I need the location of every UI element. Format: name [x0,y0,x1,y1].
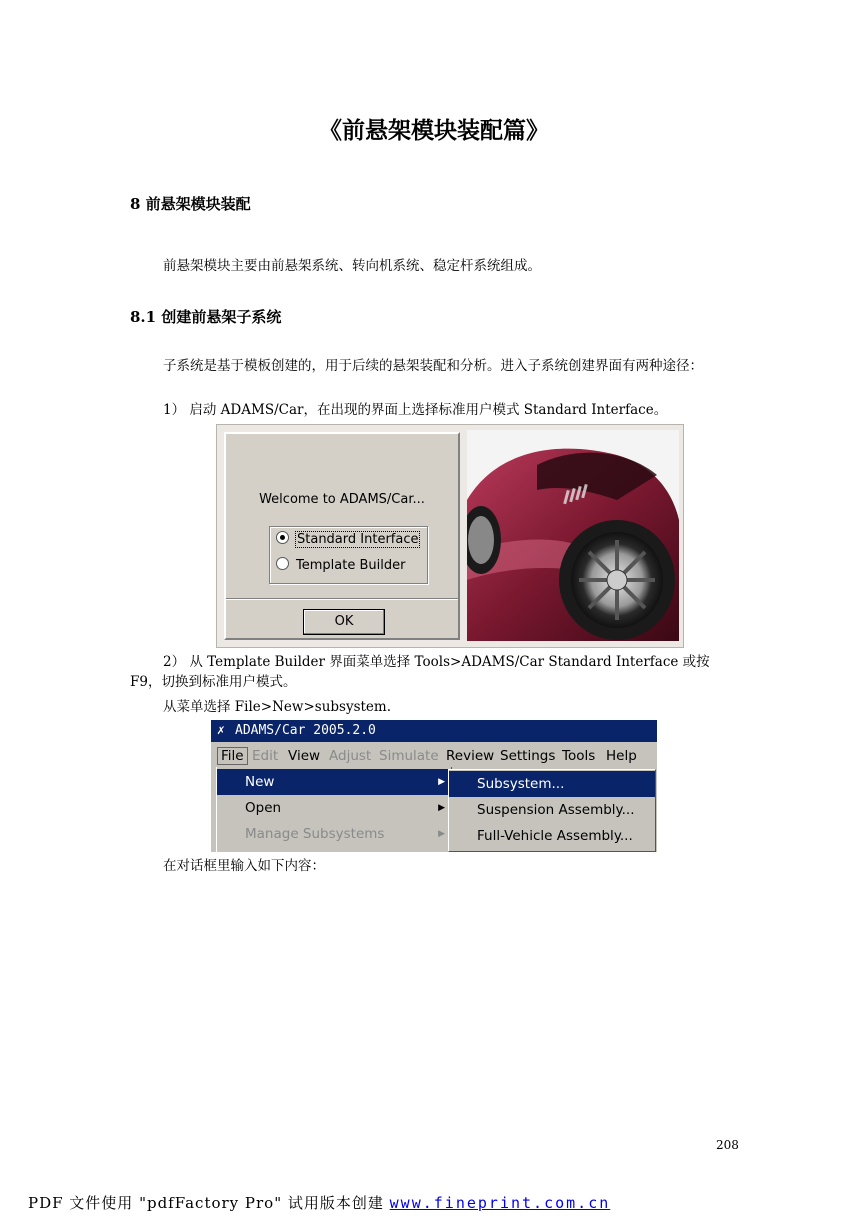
footer-text: PDF 文件使用 "pdfFactory Pro" 试用版本创建 [28,1194,390,1212]
menu-tools[interactable]: Tools [562,748,596,764]
welcome-dialog-screenshot [216,424,684,648]
ok-button[interactable]: OK [303,609,385,635]
step-2: 2） 从 Template Builder 界面菜单选择 Tools>ADAMS/Car Standard Interface 或按 F9，切换到标准用户模式。 [130,654,710,690]
welcome-panel [224,432,460,640]
menu-view[interactable]: View [288,748,321,764]
dialog-input-text: 在对话框里输入如下内容： [163,858,325,874]
menu-item-label: New [245,774,275,790]
mode-radio-group [269,526,428,584]
car-image [467,430,679,641]
step-1: 1） 启动 ADAMS/Car，在出现的界面上选择标准用户模式 Standard Interface。 [163,402,668,418]
menu-settings[interactable]: Settings [500,748,556,764]
menu-simulate[interactable]: Simulate [379,748,439,764]
section-heading: 8 前悬架模块装配 [130,195,251,213]
window-title: ADAMS/Car 2005.2.0 [235,723,376,738]
submenu-arrow-icon: ▶ [438,777,445,787]
submenu-arrow-icon: ▶ [438,829,445,839]
submenu-item-label: Subsystem... [477,776,565,792]
intro-paragraph: 前悬架模块主要由前悬架系统、转向机系统、稳定杆系统组成。 [163,258,541,274]
menu-item-manage-subsystems[interactable] [217,821,451,847]
file-dropdown [216,767,452,852]
pdf-footer [28,1192,610,1213]
menu-item-label: Manage Subsystems [245,826,385,842]
menu-review[interactable]: Review [446,748,495,764]
footer-link[interactable]: www.fineprint.com.cn [389,1194,611,1212]
radio-standard-interface[interactable] [276,531,419,547]
menu-item-label: Open [245,800,282,816]
welcome-message: Welcome to ADAMS/Car... [259,492,425,507]
menu-adjust[interactable]: Adjust [329,748,372,764]
submenu-item-subsystem[interactable] [449,771,655,797]
menu-edit[interactable]: Edit [252,748,279,764]
menu-item-open[interactable] [217,795,451,821]
menubar [211,744,657,768]
radio-template-builder[interactable] [276,557,405,573]
radio-label: Template Builder [296,558,406,573]
subsection-heading: 8.1 创建前悬架子系统 [130,308,282,326]
new-submenu [448,769,656,852]
adams-logo-icon: ✗ [217,723,225,738]
page-number: 208 [716,1138,739,1152]
menu-path: 从菜单选择 File>New>subsystem. [163,699,392,715]
divider [226,598,458,600]
window-titlebar [211,720,657,742]
radio-checked-icon [276,531,289,544]
sports-car-illustration [467,430,679,641]
submenu-item-suspension-assembly[interactable] [449,797,655,823]
submenu-item-full-vehicle-assembly[interactable] [449,823,655,849]
menu-file[interactable]: File [217,747,248,765]
submenu-item-label: Full-Vehicle Assembly... [477,828,633,844]
document-title: 《前悬架模块装配篇》 [319,117,549,144]
menu-help[interactable]: Help [606,748,637,764]
submenu-item-label: Suspension Assembly... [477,802,635,818]
subsystem-paragraph: 子系统是基于模板创建的，用于后续的悬架装配和分析。进入子系统创建界面有两种途径： [163,358,703,374]
radio-unchecked-icon [276,557,289,570]
menu-item-new[interactable] [217,769,451,795]
radio-label: Standard Interface [297,532,419,547]
menu-screenshot [211,720,657,852]
submenu-arrow-icon: ▶ [438,803,445,813]
